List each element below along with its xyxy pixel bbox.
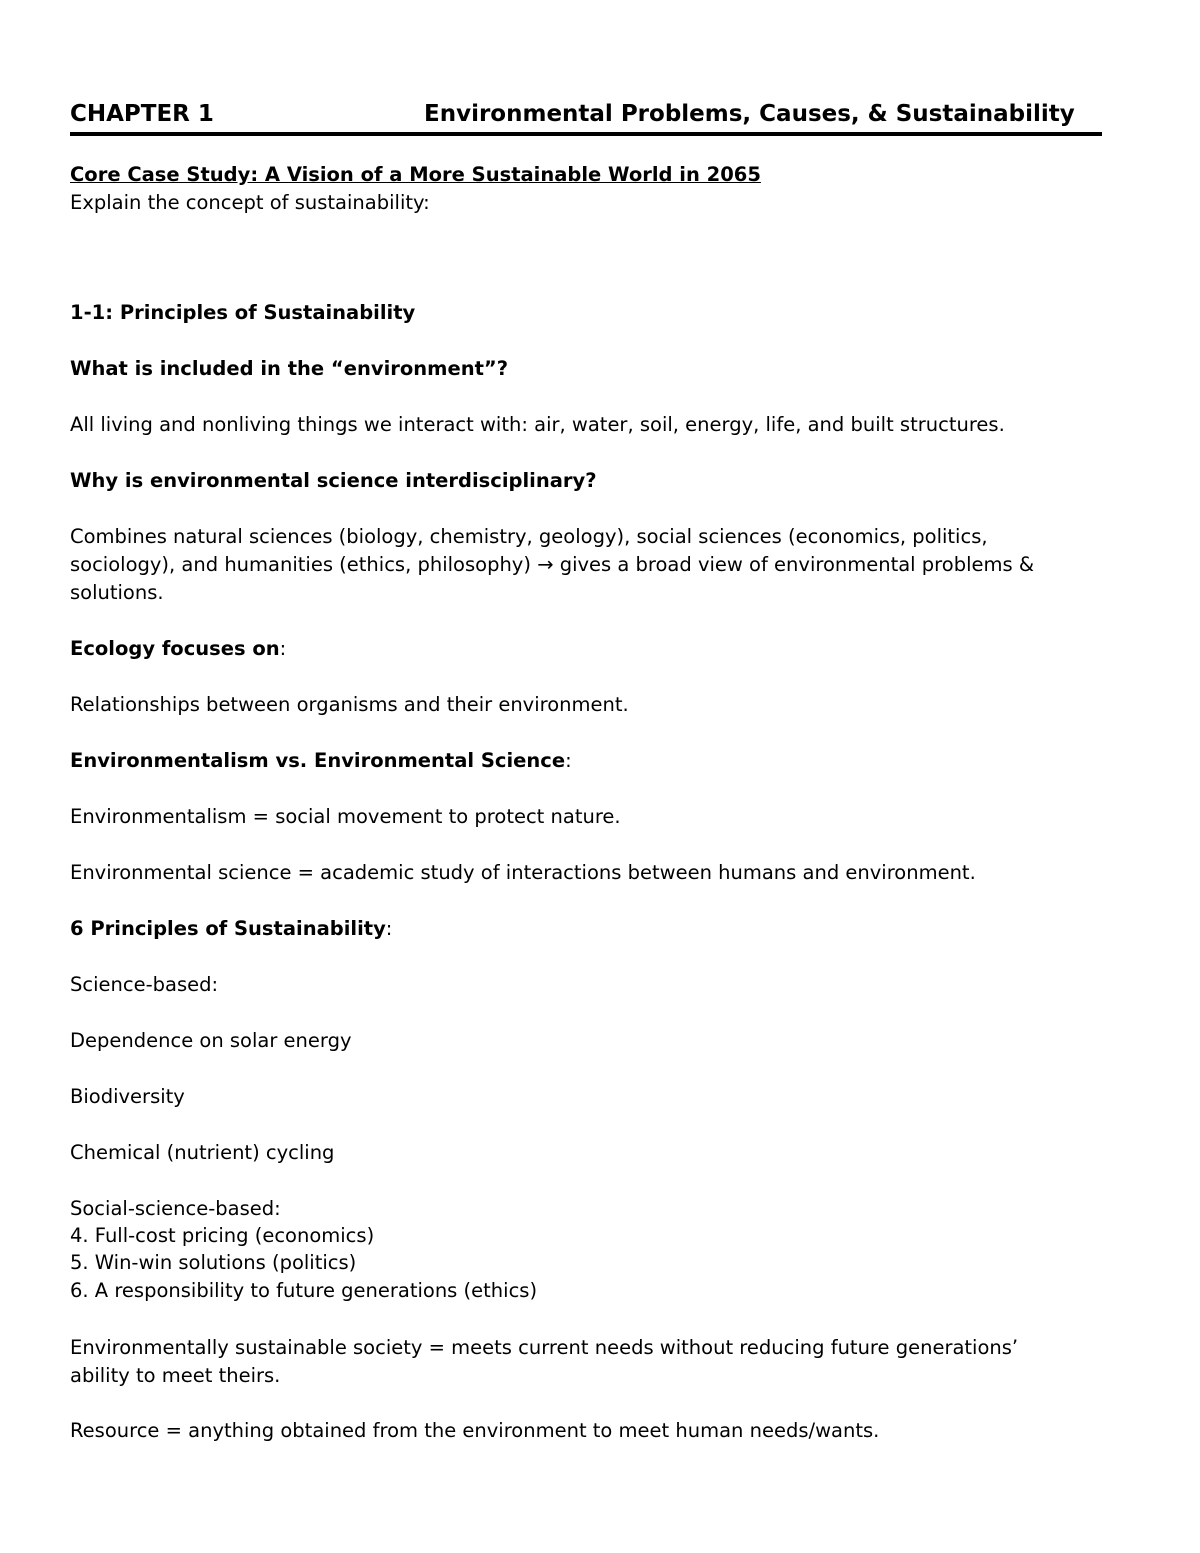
- environmentalism-definition: Environmentalism = social movement to protect nature.: [70, 805, 621, 828]
- principle-item: 5. Win-win solutions (politics): [70, 1251, 357, 1274]
- interdisciplinary-question: Why is environmental science interdisciplinary?: [70, 469, 597, 492]
- sustainable-society-line-2: ability to meet theirs.: [70, 1364, 281, 1387]
- env-vs-label: Environmentalism vs. Environmental Science: [70, 749, 566, 772]
- resource-definition: Resource = anything obtained from the environment to meet human needs/wants.: [70, 1419, 880, 1442]
- principle-item: Biodiversity: [70, 1085, 185, 1108]
- interdisciplinary-answer-line-1: Combines natural sciences (biology, chemistry, geology), social sciences (economics, politics,: [70, 525, 988, 548]
- section-heading: 1-1: Principles of Sustainability: [70, 301, 416, 324]
- social-science-based-label: Social-science-based:: [70, 1197, 281, 1220]
- science-based-label: Science-based:: [70, 973, 219, 996]
- environmental-science-definition: Environmental science = academic study of interactions between humans and environment.: [70, 861, 976, 884]
- principle-item: 4. Full-cost pricing (economics): [70, 1224, 375, 1247]
- principle-item: Dependence on solar energy: [70, 1029, 352, 1052]
- principles-colon: :: [385, 917, 393, 940]
- core-case-prompt: Explain the concept of sustainability:: [70, 191, 430, 214]
- ecology-colon: :: [279, 637, 287, 660]
- core-case-title: Core Case Study: A Vision of a More Sustainable World in 2065: [70, 163, 761, 186]
- sustainable-society-line-1: Environmentally sustainable society = meets current needs without reducing future generations’: [70, 1336, 1019, 1359]
- env-vs-heading: [70, 747, 572, 775]
- env-vs-colon: :: [565, 749, 572, 772]
- environment-answer: All living and nonliving things we interact with: air, water, soil, energy, life, and built structures.: [70, 413, 1005, 436]
- ecology-answer: Relationships between organisms and their environment.: [70, 693, 629, 716]
- principles-label: 6 Principles of Sustainability: [70, 917, 386, 940]
- ecology-heading: [70, 635, 286, 663]
- principles-heading: [70, 915, 392, 943]
- interdisciplinary-answer-line-3: solutions.: [70, 581, 164, 604]
- chapter-header: [70, 100, 1102, 136]
- chapter-title: Environmental Problems, Causes, & Sustainability: [424, 101, 1075, 127]
- interdisciplinary-answer-line-2: sociology), and humanities (ethics, philosophy) → gives a broad view of environmental problems &: [70, 553, 1035, 576]
- chapter-number: CHAPTER 1: [70, 101, 214, 127]
- environment-question: What is included in the “environment”?: [70, 357, 509, 380]
- principle-item: Chemical (nutrient) cycling: [70, 1141, 335, 1164]
- ecology-label: Ecology focuses on: [70, 637, 280, 660]
- principle-item: 6. A responsibility to future generations (ethics): [70, 1279, 538, 1302]
